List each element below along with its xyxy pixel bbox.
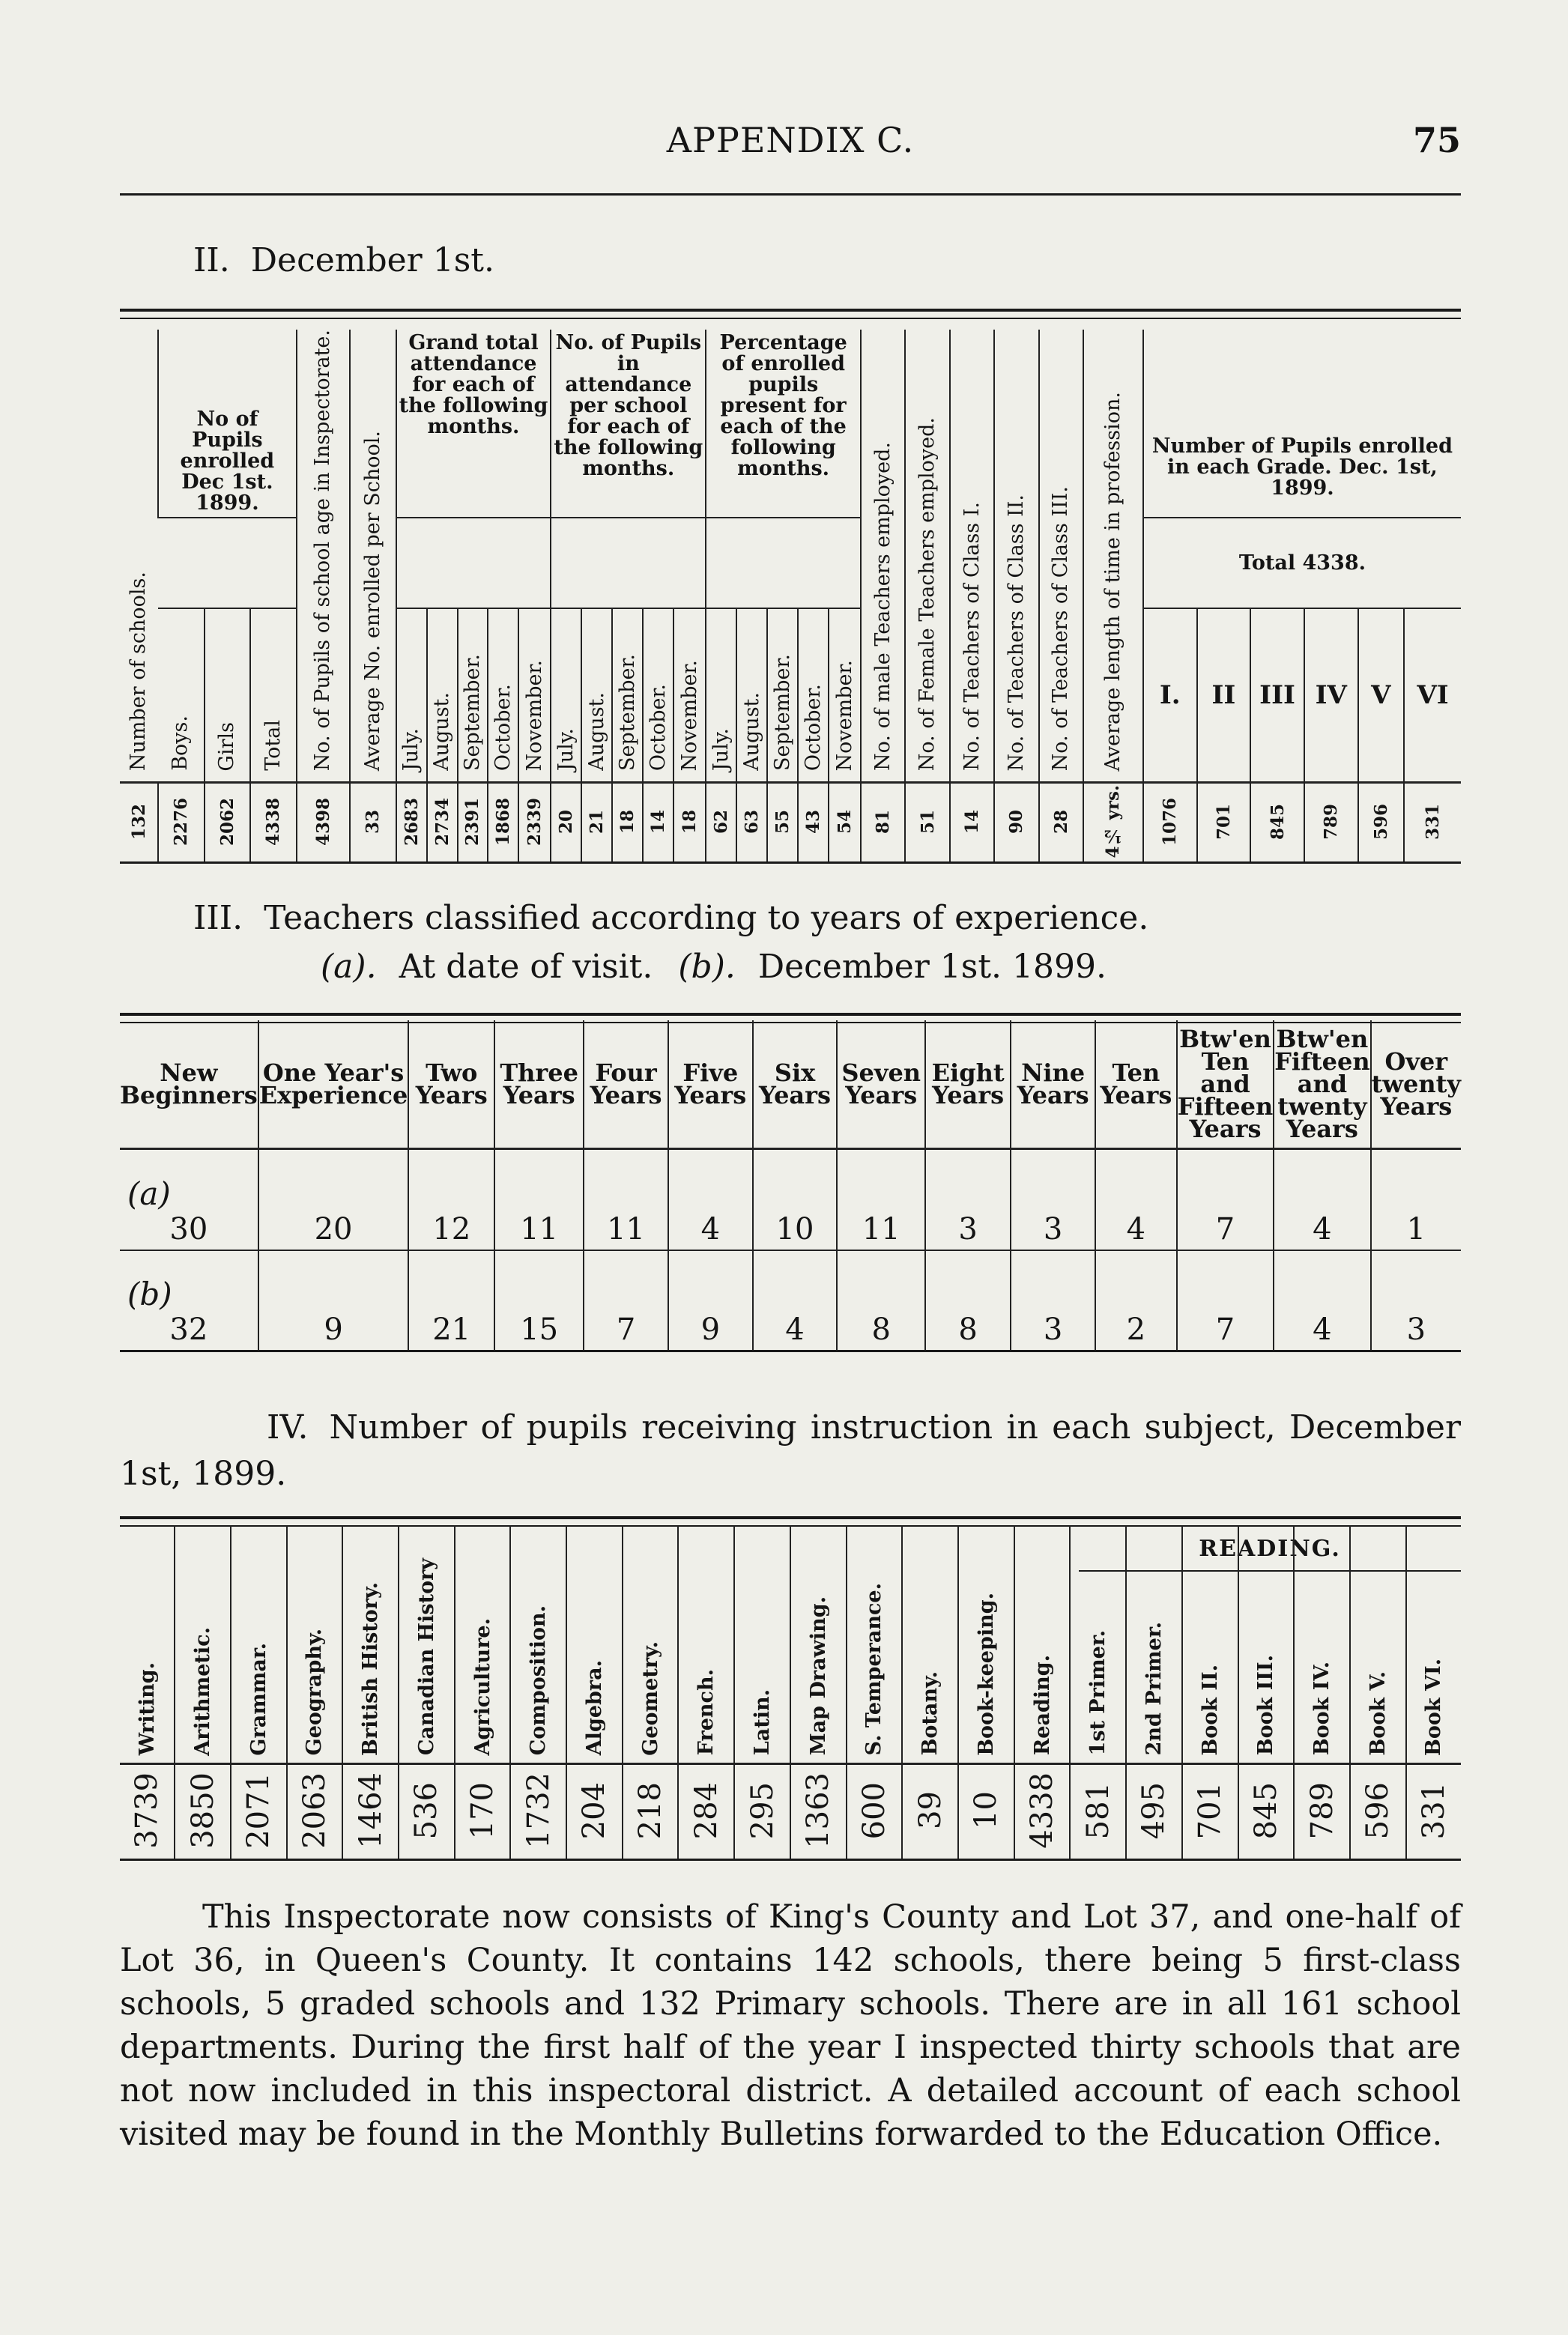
val-male-teachers: 81 bbox=[861, 783, 905, 863]
val-ps-november: 18 bbox=[673, 783, 706, 863]
exp-col-4: Four Years bbox=[584, 1020, 668, 1149]
grade-label-4: IV bbox=[1304, 608, 1358, 783]
running-head bbox=[120, 120, 1461, 172]
subj-val-16: 4338 bbox=[1014, 1764, 1071, 1859]
val-pc-july: 62 bbox=[706, 783, 736, 863]
pc-month-october: October. bbox=[798, 608, 829, 783]
subj-col-10: French. bbox=[678, 1525, 734, 1764]
val-grade-1: 1076 bbox=[1143, 783, 1197, 863]
header-rule bbox=[120, 193, 1461, 196]
pc-month-july: July. bbox=[706, 608, 736, 783]
exp-a-10: 4 bbox=[1095, 1149, 1177, 1250]
exp-col-2: Two Years bbox=[408, 1020, 494, 1149]
exp-b-4: 7 bbox=[584, 1250, 668, 1350]
subj-col-20: Book III. bbox=[1238, 1525, 1295, 1764]
col-class-3: No. of Teachers of Class III. bbox=[1039, 330, 1083, 783]
val-pc-october: 43 bbox=[798, 783, 829, 863]
subj-val-14: 39 bbox=[902, 1764, 958, 1859]
subj-val-18: 495 bbox=[1126, 1764, 1182, 1859]
gt-month-september: September. bbox=[458, 608, 488, 783]
gt-month-november: November. bbox=[518, 608, 551, 783]
val-ps-august: 21 bbox=[581, 783, 612, 863]
page-number: 75 bbox=[1412, 120, 1461, 160]
reading-group-label: READING. bbox=[1199, 1536, 1341, 1562]
subjects-header-row bbox=[120, 1525, 1461, 1764]
section-2-title bbox=[193, 241, 494, 279]
val-gt-august: 2734 bbox=[427, 783, 458, 863]
subj-col-18: 2nd Primer. bbox=[1126, 1525, 1182, 1764]
col-avg-length: Average length of time in profession. bbox=[1083, 330, 1143, 783]
val-grade-2: 701 bbox=[1197, 783, 1251, 863]
subj-val-15: 10 bbox=[958, 1764, 1014, 1859]
val-boys: 2276 bbox=[158, 783, 204, 863]
col-per-school-group: No. of Pupils in attendance per school for each of the following months. bbox=[551, 330, 706, 518]
subj-col-8: Algebra. bbox=[566, 1525, 623, 1764]
subj-col-19: Book II. bbox=[1182, 1525, 1238, 1764]
exp-b-12: 4 bbox=[1274, 1250, 1370, 1350]
exp-a-6: 10 bbox=[753, 1149, 838, 1250]
subj-col-22: Book V. bbox=[1350, 1525, 1406, 1764]
exp-a-0: (a) 30 bbox=[120, 1149, 258, 1250]
col-male-teachers: No. of male Teachers employed. bbox=[861, 330, 905, 783]
subj-val-13: 600 bbox=[847, 1764, 903, 1859]
col-boys: Boys. bbox=[158, 608, 204, 783]
col-class-1: No. of Teachers of Class I. bbox=[950, 330, 994, 783]
val-average: 33 bbox=[350, 783, 396, 863]
exp-a-11: 7 bbox=[1177, 1149, 1274, 1250]
exp-b-6: 4 bbox=[753, 1250, 838, 1350]
val-pc-november: 54 bbox=[829, 783, 861, 863]
table-2-bottom-rule bbox=[120, 861, 1461, 864]
exp-b-8: 8 bbox=[925, 1250, 1011, 1350]
val-grade-4: 789 bbox=[1304, 783, 1358, 863]
subj-val-0: 3739 bbox=[120, 1764, 175, 1859]
subjects-value-row bbox=[120, 1764, 1461, 1859]
subj-col-0: Writing. bbox=[135, 1662, 159, 1756]
table-2-top-rule-thin bbox=[120, 318, 1461, 319]
subj-val-2: 2071 bbox=[231, 1764, 287, 1859]
experience-header-row bbox=[120, 1020, 1461, 1149]
ps-month-november: November. bbox=[673, 608, 706, 783]
subj-val-12: 1363 bbox=[790, 1764, 847, 1859]
col-grade-group: Number of Pupils enrolled in each Grade. Dec. 1st, 1899. bbox=[1143, 330, 1461, 518]
exp-a-13: 1 bbox=[1371, 1149, 1461, 1250]
col-percentage-group: Percentage of enrolled pupils present for each of the following months. bbox=[706, 330, 861, 518]
exp-col-5: Five Years bbox=[668, 1020, 753, 1149]
grade-label-6: VI bbox=[1404, 608, 1461, 783]
section-2-number: II. bbox=[193, 241, 230, 279]
subj-val-10: 284 bbox=[678, 1764, 734, 1859]
subj-val-20: 845 bbox=[1238, 1764, 1295, 1859]
subj-val-4: 1464 bbox=[342, 1764, 399, 1859]
section-4-number: IV. bbox=[267, 1408, 309, 1447]
exp-a-12: 4 bbox=[1274, 1149, 1370, 1250]
subj-val-23: 331 bbox=[1406, 1764, 1461, 1859]
subtitle-b-label: (b). bbox=[678, 948, 736, 986]
subj-val-5: 536 bbox=[399, 1764, 455, 1859]
pc-month-november: November. bbox=[829, 608, 861, 783]
exp-col-7: Seven Years bbox=[837, 1020, 925, 1149]
col-grand-total-group: Grand total attendance for each of the following months. bbox=[396, 330, 551, 518]
val-grade-3: 845 bbox=[1250, 783, 1304, 863]
subj-val-7: 1732 bbox=[510, 1764, 566, 1859]
exp-col-10: Ten Years bbox=[1095, 1020, 1177, 1149]
val-schools: 132 bbox=[120, 783, 158, 863]
val-school-age: 4398 bbox=[297, 783, 351, 863]
exp-col-0: New Beginners bbox=[120, 1059, 258, 1110]
exp-b-5: 9 bbox=[668, 1250, 753, 1350]
exp-col-1: One Year's Experience bbox=[258, 1020, 409, 1149]
val-girls: 2062 bbox=[205, 783, 250, 863]
subj-col-23: Book VI. bbox=[1406, 1525, 1461, 1764]
ps-month-august: August. bbox=[581, 608, 612, 783]
subj-col-5: Canadian History bbox=[399, 1525, 455, 1764]
subj-col-12: Map Drawing. bbox=[790, 1525, 847, 1764]
subj-val-11: 295 bbox=[734, 1764, 790, 1859]
exp-col-3: Three Years bbox=[494, 1020, 584, 1149]
ps-month-july: July. bbox=[551, 608, 581, 783]
grade-label-2: II bbox=[1197, 608, 1251, 783]
section-3-title bbox=[193, 899, 1148, 937]
table-3-bottom-rule bbox=[120, 1350, 1461, 1352]
exp-b-11: 7 bbox=[1177, 1250, 1274, 1350]
exp-a-2: 12 bbox=[408, 1149, 494, 1250]
exp-a-3: 11 bbox=[494, 1149, 584, 1250]
experience-row-b bbox=[120, 1250, 1461, 1350]
subj-col-17: 1st Primer. bbox=[1070, 1525, 1126, 1764]
ps-month-september: September. bbox=[612, 608, 643, 783]
subj-val-19: 701 bbox=[1182, 1764, 1238, 1859]
exp-b-9: 3 bbox=[1011, 1250, 1095, 1350]
exp-b-3: 15 bbox=[494, 1250, 584, 1350]
grade-label-5: V bbox=[1358, 608, 1404, 783]
exp-col-9: Nine Years bbox=[1011, 1020, 1095, 1149]
row-label-b: (b) bbox=[127, 1276, 172, 1312]
val-female-teachers: 51 bbox=[905, 783, 949, 863]
subtitle-b-text: December 1st. 1899. bbox=[757, 948, 1107, 986]
val-gt-november: 2339 bbox=[518, 783, 551, 863]
table-4-bottom-rule bbox=[120, 1859, 1461, 1861]
section-3-heading: Teachers classified according to years of experience. bbox=[264, 899, 1149, 937]
table-2-top-rule bbox=[120, 309, 1461, 312]
exp-a-7: 11 bbox=[837, 1149, 925, 1250]
col-female-teachers: No. of Female Teachers employed. bbox=[905, 330, 949, 783]
val-ps-october: 14 bbox=[643, 783, 673, 863]
inspectorate-paragraph: This Inspectorate now consists of King's County and Lot 37, and one-half of Lot 36, in Queen's County. It contains 142 schools, there being 5 first-class schools, 5 graded schools and 132 Primary schools. There are in all 161 school departments. During the first half of the year I inspected thirty schools that are not now included in this inspectoral district. A detailed account of each school visited may be found in the Monthly Bulletins forwarded to the Education Office. bbox=[120, 1898, 1461, 2153]
subj-col-15: Book-keeping. bbox=[958, 1525, 1014, 1764]
val-class-1: 14 bbox=[950, 783, 994, 863]
exp-col-12: Btw'en Fifteen and twenty Years bbox=[1274, 1020, 1370, 1149]
subj-col-11: Latin. bbox=[734, 1525, 790, 1764]
grade-total-cell: Total 4338. bbox=[1143, 518, 1461, 608]
exp-a-8: 3 bbox=[925, 1149, 1011, 1250]
subj-col-4: British History. bbox=[342, 1525, 399, 1764]
exp-b-1: 9 bbox=[258, 1250, 409, 1350]
subj-val-1: 3850 bbox=[175, 1764, 231, 1859]
subj-val-22: 596 bbox=[1350, 1764, 1406, 1859]
exp-b-13: 3 bbox=[1371, 1250, 1461, 1350]
gt-month-october: October. bbox=[488, 608, 518, 783]
col-enrolled-group: No of Pupils enrolled Dec 1st. 1899. bbox=[158, 330, 296, 518]
subj-col-1: Arithmetic. bbox=[175, 1525, 231, 1764]
col-girls: Girls bbox=[205, 608, 250, 783]
val-gt-october: 1868 bbox=[488, 783, 518, 863]
subtitle-a-text: At date of visit. bbox=[399, 948, 653, 986]
subj-val-9: 218 bbox=[623, 1764, 679, 1859]
section-4-title bbox=[120, 1405, 1461, 1497]
exp-col-11: Btw'en Ten and Fifteen Years bbox=[1177, 1020, 1274, 1149]
pc-month-september: September. bbox=[767, 608, 798, 783]
section-2-heading: December 1st. bbox=[250, 241, 494, 279]
val-ps-september: 18 bbox=[612, 783, 643, 863]
val-pc-september: 55 bbox=[767, 783, 798, 863]
subj-col-16: Reading. bbox=[1014, 1525, 1071, 1764]
grand-total-spacer bbox=[396, 518, 551, 608]
exp-b-0: (b) 32 bbox=[120, 1250, 258, 1350]
val-grade-5: 596 bbox=[1358, 783, 1404, 863]
subj-col-13: S. Temperance. bbox=[847, 1525, 903, 1764]
val-class-2: 90 bbox=[994, 783, 1038, 863]
val-ps-july: 20 bbox=[551, 783, 581, 863]
col-class-2: No. of Teachers of Class II. bbox=[994, 330, 1038, 783]
section-3-number: III. bbox=[193, 899, 243, 937]
gt-month-august: August. bbox=[427, 608, 458, 783]
exp-a-5: 4 bbox=[668, 1149, 753, 1250]
row-label-a: (a) bbox=[127, 1175, 171, 1212]
col-school-age: No. of Pupils of school age in Inspectorate. bbox=[297, 330, 351, 783]
subj-col-21: Book IV. bbox=[1294, 1525, 1350, 1764]
val-gt-july: 2683 bbox=[396, 783, 427, 863]
val-pc-august: 63 bbox=[736, 783, 767, 863]
subj-val-8: 204 bbox=[566, 1764, 623, 1859]
experience-table bbox=[120, 1020, 1461, 1350]
exp-col-8: Eight Years bbox=[925, 1020, 1011, 1149]
subj-col-2: Grammar. bbox=[231, 1525, 287, 1764]
subjects-table bbox=[120, 1525, 1461, 1859]
val-class-3: 28 bbox=[1039, 783, 1083, 863]
section-4-heading: Number of pupils receiving instruction in each subject, December 1st, 1899. bbox=[120, 1408, 1461, 1493]
table-4-top-rule bbox=[120, 1516, 1461, 1519]
grade-label-3: III bbox=[1250, 608, 1304, 783]
col-average: Average No. enrolled per School. bbox=[350, 330, 396, 783]
exp-b-2: 21 bbox=[408, 1250, 494, 1350]
subj-col-6: Agriculture. bbox=[455, 1525, 511, 1764]
col-schools: Number of schools. bbox=[127, 572, 151, 772]
exp-b-7: 8 bbox=[837, 1250, 925, 1350]
val-grade-6: 331 bbox=[1404, 783, 1461, 863]
per-school-spacer bbox=[551, 518, 706, 608]
exp-col-13: Over twenty Years bbox=[1371, 1020, 1461, 1149]
subj-col-3: Geography. bbox=[287, 1525, 343, 1764]
pc-month-august: August. bbox=[736, 608, 767, 783]
percentage-spacer bbox=[706, 518, 861, 608]
exp-a-9: 3 bbox=[1011, 1149, 1095, 1250]
exp-a-1: 20 bbox=[258, 1149, 409, 1250]
subj-col-7: Composition. bbox=[510, 1525, 566, 1764]
val-avg-length: 4½ yrs. bbox=[1083, 783, 1143, 863]
running-title: APPENDIX C. bbox=[666, 120, 915, 160]
val-gt-september: 2391 bbox=[458, 783, 488, 863]
subj-col-14: Botany. bbox=[902, 1525, 958, 1764]
col-total: Total bbox=[250, 608, 296, 783]
subj-val-17: 581 bbox=[1070, 1764, 1126, 1859]
exp-b-10: 2 bbox=[1095, 1250, 1177, 1350]
subj-val-3: 2063 bbox=[287, 1764, 343, 1859]
subtitle-a-label: (a). bbox=[321, 948, 377, 986]
table-3-top-rule bbox=[120, 1013, 1461, 1016]
gt-month-july: July. bbox=[396, 608, 427, 783]
grade-label-1: I. bbox=[1143, 608, 1197, 783]
enrolled-spacer bbox=[158, 518, 296, 608]
subj-col-9: Geometry. bbox=[623, 1525, 679, 1764]
experience-row-a bbox=[120, 1149, 1461, 1250]
exp-col-6: Six Years bbox=[753, 1020, 838, 1149]
val-total: 4338 bbox=[250, 783, 296, 863]
subj-val-21: 789 bbox=[1294, 1764, 1350, 1859]
exp-a-4: 11 bbox=[584, 1149, 668, 1250]
ps-month-october: October. bbox=[643, 608, 673, 783]
december-statistics-table bbox=[120, 330, 1461, 862]
section-3-subtitle bbox=[321, 948, 1107, 986]
subj-val-6: 170 bbox=[455, 1764, 511, 1859]
